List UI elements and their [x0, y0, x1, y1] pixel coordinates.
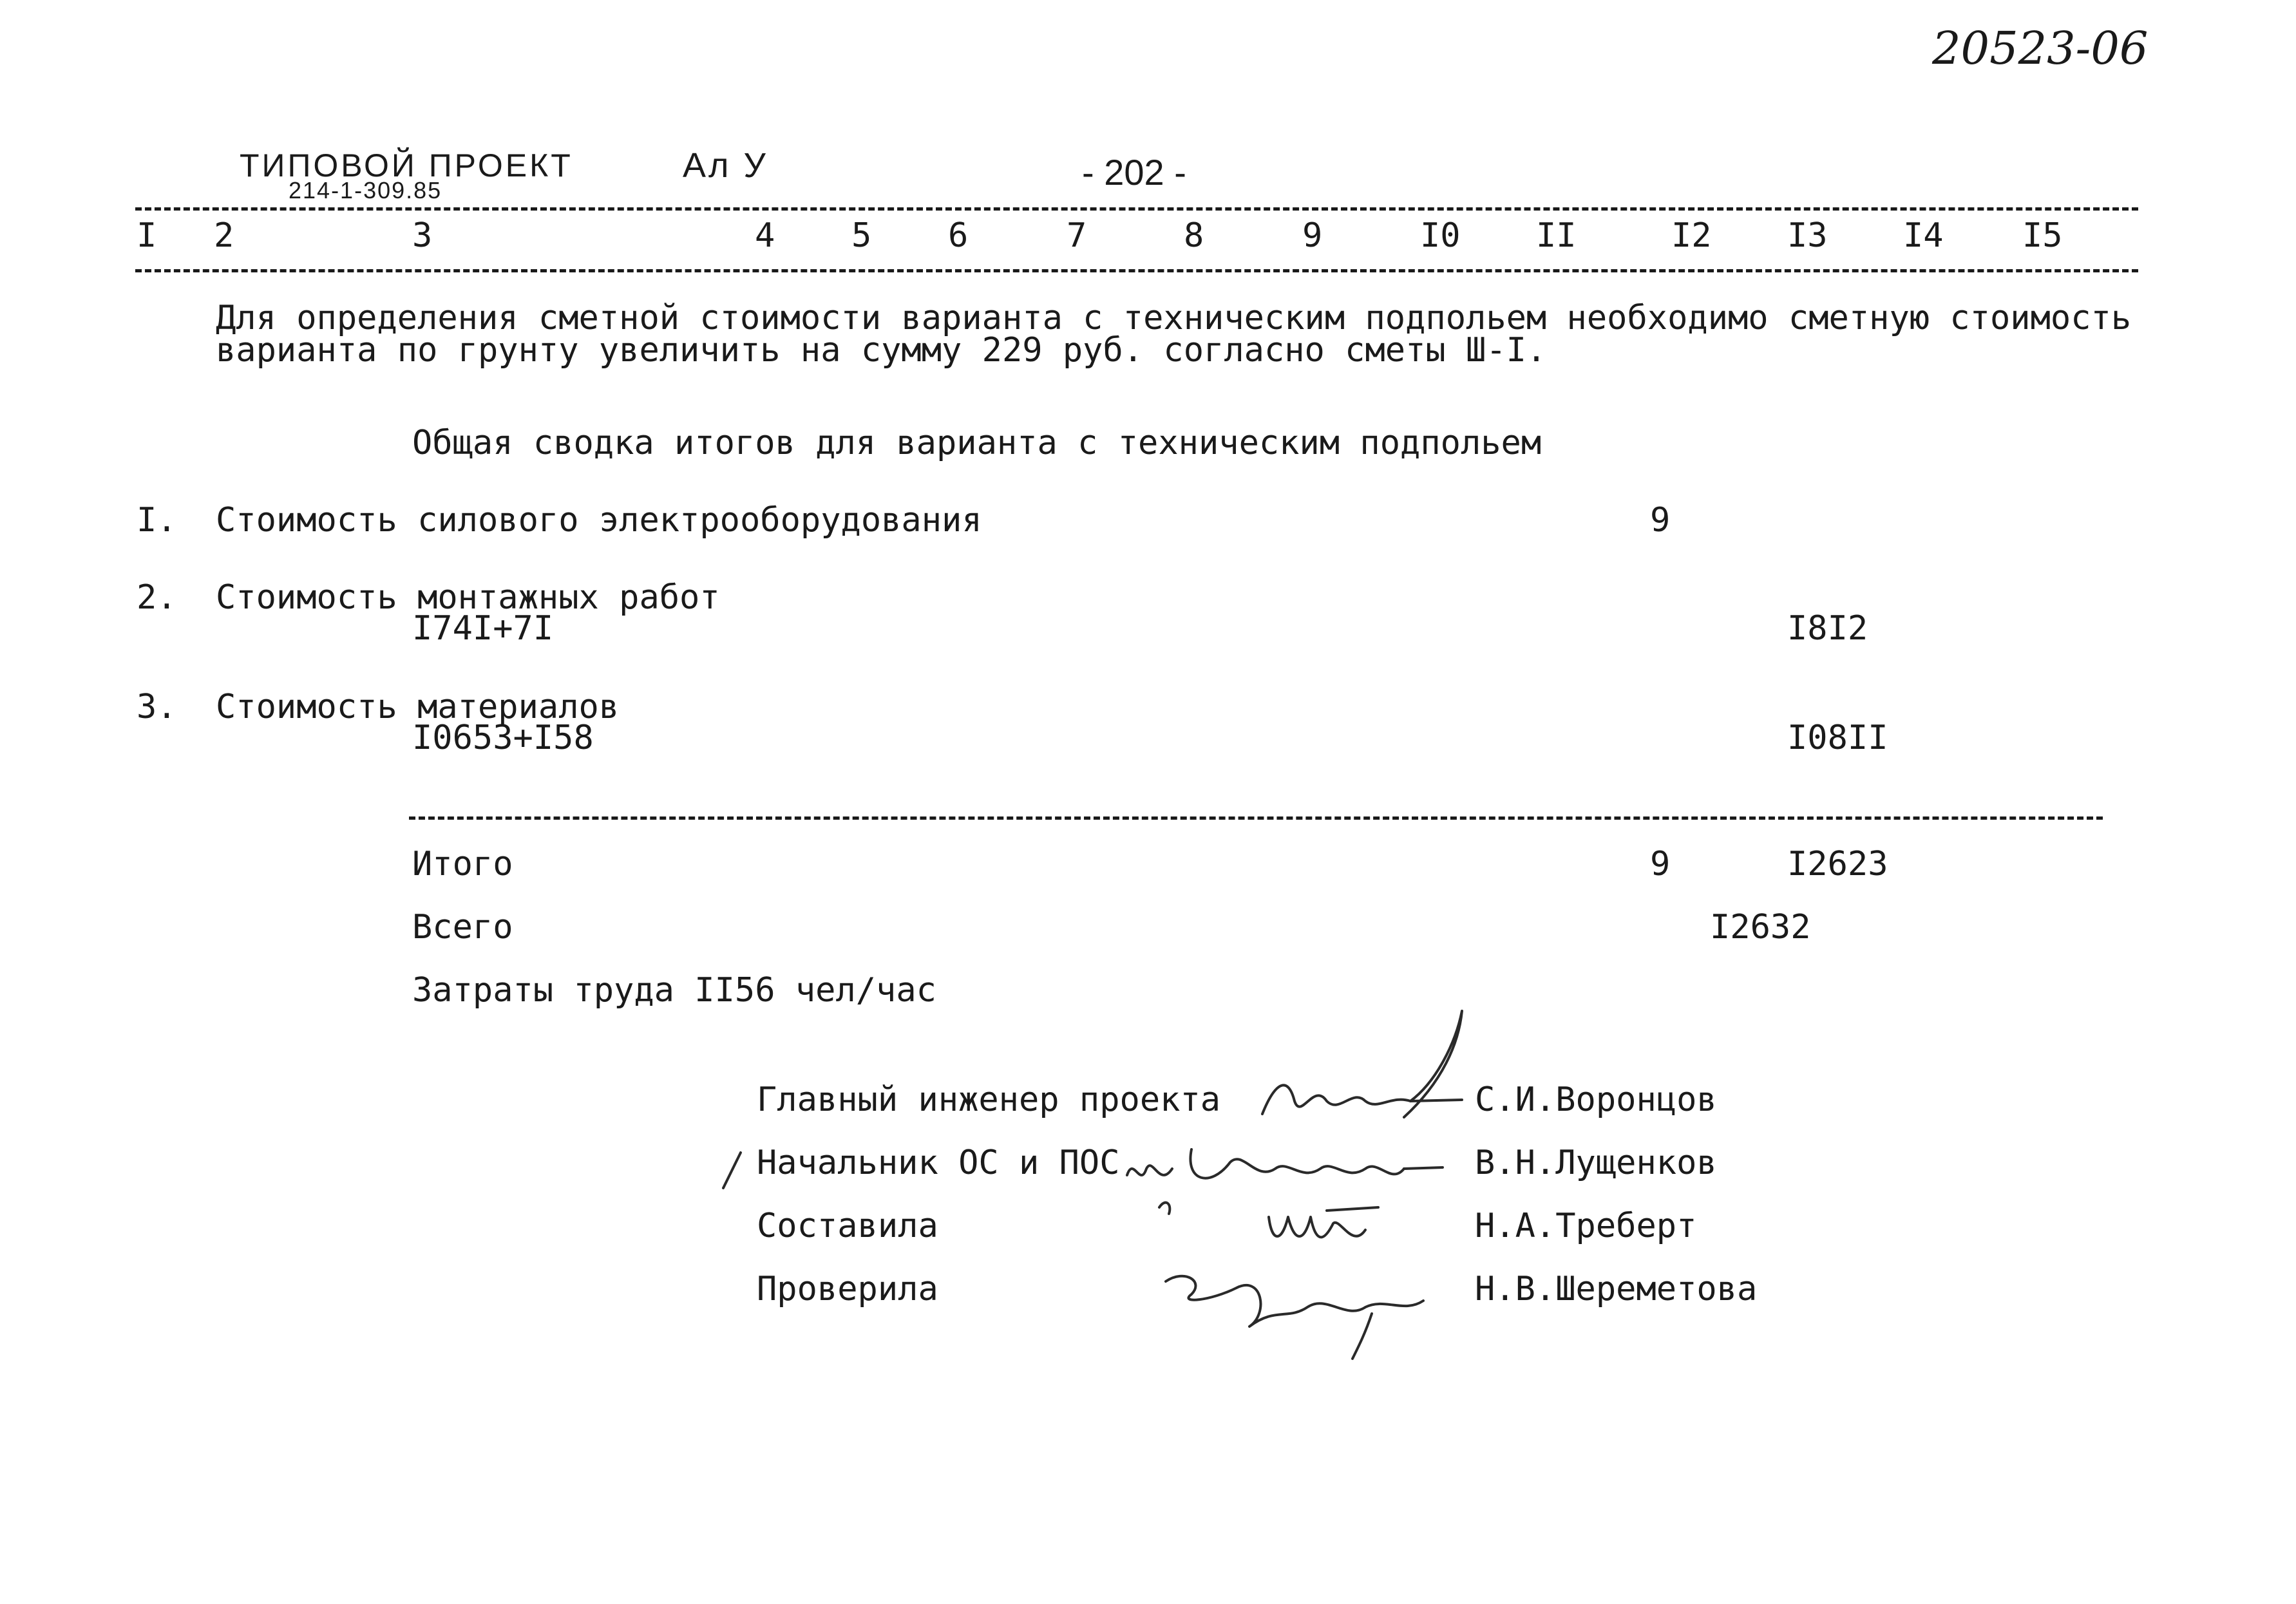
item-number: 2.: [137, 578, 177, 617]
signature-role: Проверила: [757, 1270, 938, 1308]
signature-name: В.Н.Лущенков: [1475, 1144, 1717, 1182]
header-top-rule: [135, 207, 2138, 211]
column-number: 7: [1067, 216, 1087, 255]
archive-number: 20523-06: [1932, 22, 2149, 75]
signature-name: Н.А.Треберт: [1475, 1207, 1697, 1245]
itogo-label: Итого: [412, 845, 513, 883]
column-number: I5: [2022, 216, 2063, 255]
page-number: - 202 -: [1082, 152, 1186, 193]
vsego-value: I2632: [1710, 908, 1811, 947]
column-number: 9: [1302, 216, 1323, 255]
note-line-1: Для определения сметной стоимости варианта с техническим подпольем необходимо сметную стоимость: [216, 299, 2132, 337]
signature-compiled-by: [1256, 1178, 1398, 1262]
signature-role: Главный инженер проекта: [757, 1080, 1221, 1119]
column-number: 6: [948, 216, 969, 255]
signature-name: С.И.Воронцов: [1475, 1080, 1717, 1119]
signature-checked-by: [1159, 1256, 1456, 1365]
column-number: 8: [1184, 216, 1204, 255]
vsego-label: Всего: [412, 908, 513, 947]
project-stamp-number: 214-1-309.85: [289, 177, 442, 203]
project-stamp-title: ТИПОВОЙ ПРОЕКТ: [240, 147, 573, 184]
signature-role: Начальник ОС и ПОС: [757, 1144, 1120, 1182]
item-number: I.: [137, 501, 177, 540]
item-label: Стоимость монтажных работ: [216, 578, 720, 617]
column-number: I3: [1787, 216, 1828, 255]
item-number: 3.: [137, 688, 177, 726]
totals-rule: [409, 816, 2103, 820]
column-number: I2: [1671, 216, 1712, 255]
album-label: Ал У: [683, 146, 768, 185]
item-label: Стоимость силового электрооборудования: [216, 501, 982, 540]
itogo-col12: 9: [1650, 845, 1671, 883]
column-number: 5: [851, 216, 872, 255]
column-number: I4: [1903, 216, 1944, 255]
column-number: II: [1536, 216, 1577, 255]
signature-chief-engineer: [1249, 1005, 1468, 1133]
column-number: I0: [1420, 216, 1461, 255]
column-number: 4: [755, 216, 775, 255]
itogo-col13: I2623: [1787, 845, 1888, 883]
item-value-col12: 9: [1650, 501, 1671, 540]
signature-role: Составила: [757, 1207, 938, 1245]
item-sub-formula: I0653+I58: [412, 719, 594, 757]
margin-check-mark: [718, 1149, 744, 1194]
column-number: I: [137, 216, 157, 255]
column-number: 3: [412, 216, 433, 255]
summary-title: Общая сводка итогов для варианта с техническим подпольем: [412, 424, 1542, 462]
note-line-2: варианта по грунту увеличить на сумму 229 руб. согласно сметы Ш-I.: [216, 331, 1547, 370]
header-bottom-rule: [135, 269, 2138, 272]
signature-name: Н.В.Шереметова: [1475, 1270, 1758, 1308]
item-value-col13: I08II: [1787, 719, 1888, 757]
labor-cost: Затраты труда II56 чел/час: [412, 971, 936, 1010]
item-value-col13: I8I2: [1787, 609, 1868, 648]
column-number: 2: [214, 216, 234, 255]
item-sub-formula: I74I+7I: [412, 609, 554, 648]
item-label: Стоимость материалов: [216, 688, 620, 726]
